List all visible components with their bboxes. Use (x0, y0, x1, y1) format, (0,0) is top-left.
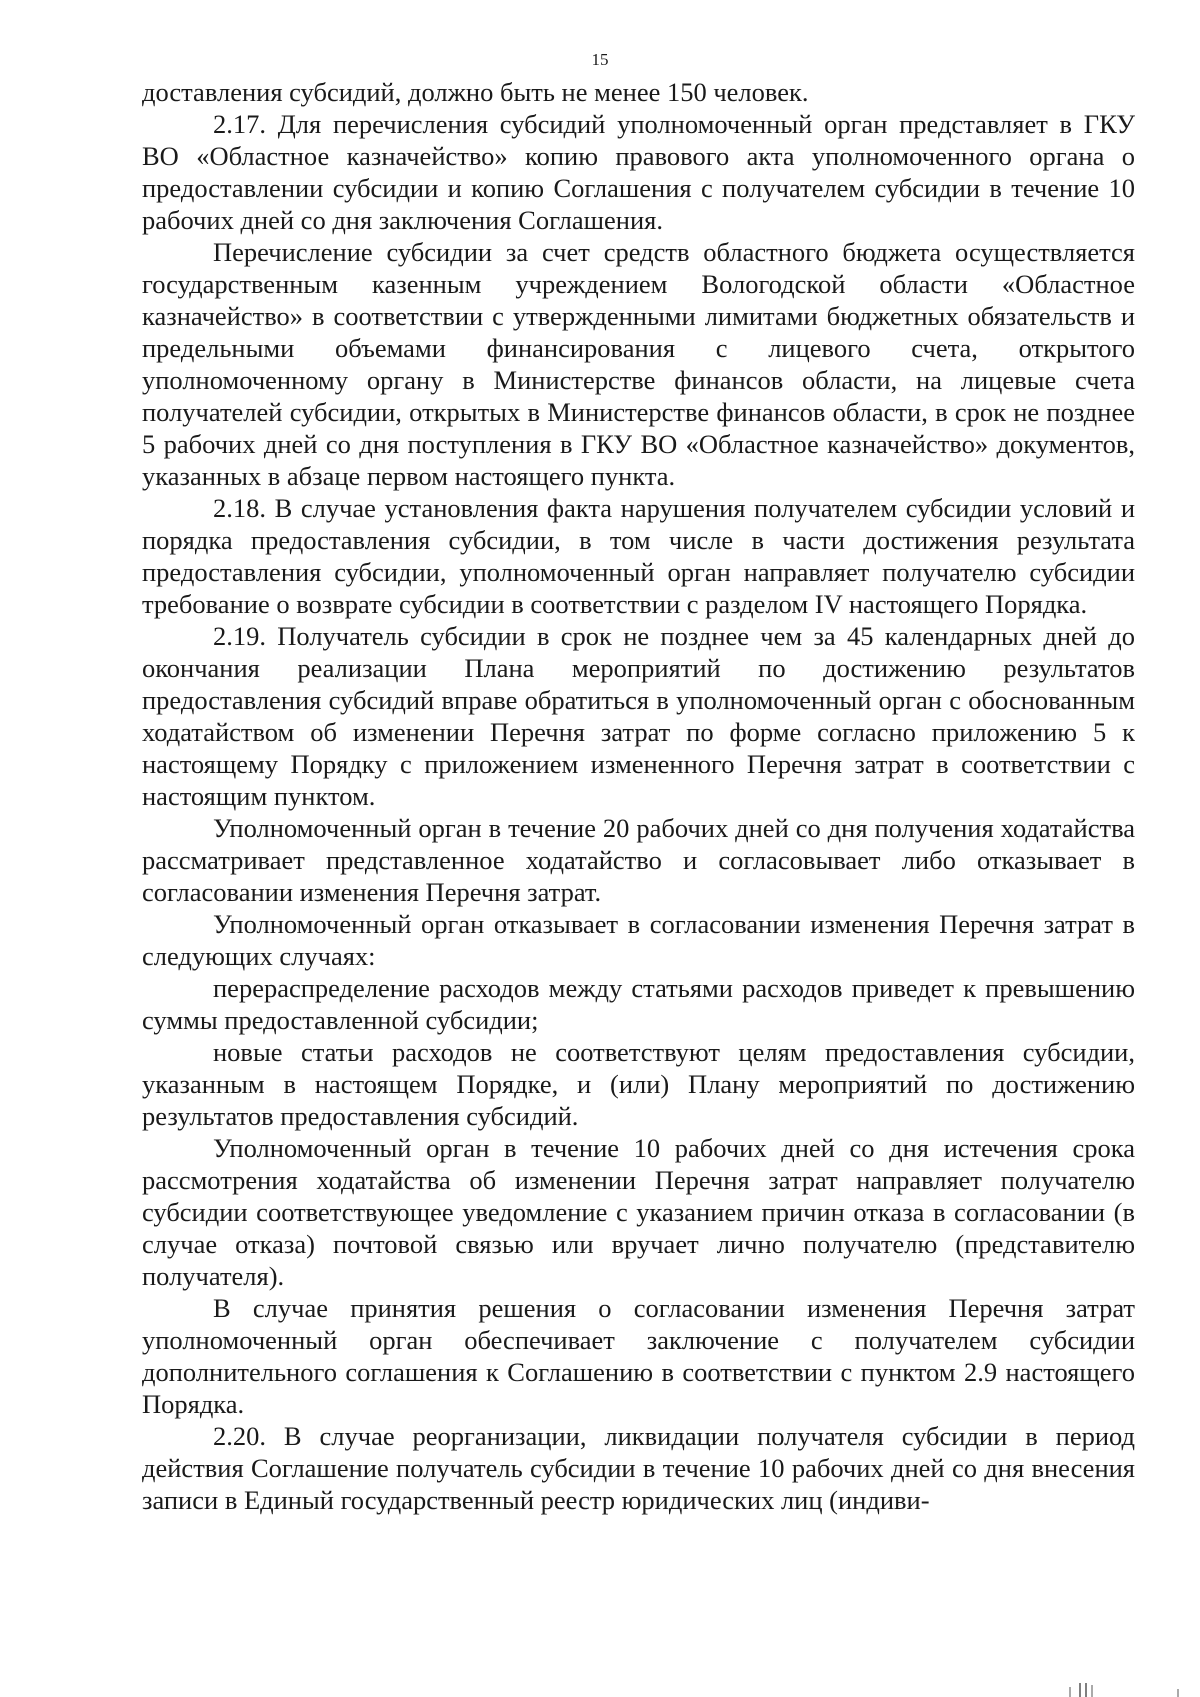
document-body (142, 76, 1135, 1516)
paragraph-2-19: 2.19. Получатель субсидии в срок не позднее чем за 45 календарных дней до окончания реализации Плана мероприятий по достижению результатов предоставления субсидий вправе обратиться в уполномоченный орган с обоснованным ходатайством об изменении Перечня затрат по форме согласно приложению 5 к настоящему Порядку с приложением измененного Перечня затрат в соответствии с настоящим пунктом. (142, 621, 1135, 811)
paragraph-transfer-procedure: Перечисление субсидии за счет средств областного бюджета осуществляется государственным казенным учреждением Вологодской области «Областное казначейство» в соответствии с утвержденными лимитами бюджетных обязательств и предельными объемами финансирования с лицевого счета, открытого уполномоченному органу в Министерстве финансов области, на лицевые счета получателей субсидии, открытых в Министерстве финансов области, в срок не позднее 5 рабочих дней со дня поступления в ГКУ ВО «Областное казначейство» документов, указанных в абзаце первом настоящего пункта. (142, 237, 1135, 491)
paragraph-2-17: 2.17. Для перечисления субсидий уполномоченный орган представляет в ГКУ ВО «Областное казначейство» копию правового акта уполномоченного органа о предоставлении субсидии и копию Соглашения с получателем субсидии в течение 10 рабочих дней со дня заключения Соглашения. (142, 109, 1135, 235)
paragraph-continuation: доставления субсидий, должно быть не менее 150 человек. (142, 77, 809, 107)
scan-edge-marks (1000, 1669, 1200, 1697)
paragraph-2-18: 2.18. В случае установления факта нарушения получателем субсидии условий и порядка предоставления субсидии, в том числе в части достижения результата предоставления субсидии, уполномоченный орган направляет получателю субсидии требование о возврате субсидии в соответствии с разделом IV настоящего Порядка. (142, 493, 1135, 619)
paragraph-2-20: 2.20. В случае реорганизации, ликвидации получателя субсидии в период действия Соглашение получатель субсидии в течение 10 рабочих дней со дня внесения записи в Единый государственный реестр юридических лиц (индиви- (142, 1421, 1135, 1515)
page-number: 15 (591, 50, 609, 69)
paragraph-refusal-cases: Уполномоченный орган отказывает в согласовании изменения Перечня затрат в следующих случаях: (142, 909, 1135, 971)
paragraph-refusal-case-1: перераспределение расходов между статьями расходов приведет к превышению суммы предоставленной субсидии; (142, 973, 1135, 1035)
paragraph-additional-agreement: В случае принятия решения о согласовании изменения Перечня затрат уполномоченный орган обеспечивает заключение с получателем субсидии дополнительного соглашения к Соглашению в соответствии с пунктом 2.9 настоящего Порядка. (142, 1293, 1135, 1419)
paragraph-refusal-case-2: новые статьи расходов не соответствуют целям предоставления субсидии, указанным в настоящем Порядке, и (или) Плану мероприятий по достижению результатов предоставления субсидий. (142, 1037, 1135, 1131)
paragraph-notification: Уполномоченный орган в течение 10 рабочих дней со дня истечения срока рассмотрения ходатайства об изменении Перечня затрат направляет получателю субсидии соответствующее уведомление с указанием причин отказа в согласовании (в случае отказа) почтовой связью или вручает лично получателю (представителю получателя). (142, 1133, 1135, 1291)
paragraph-review-period: Уполномоченный орган в течение 20 рабочих дней со дня получения ходатайства рассматривает представленное ходатайство и согласовывает либо отказывает в согласовании изменения Перечня затрат. (142, 813, 1135, 907)
